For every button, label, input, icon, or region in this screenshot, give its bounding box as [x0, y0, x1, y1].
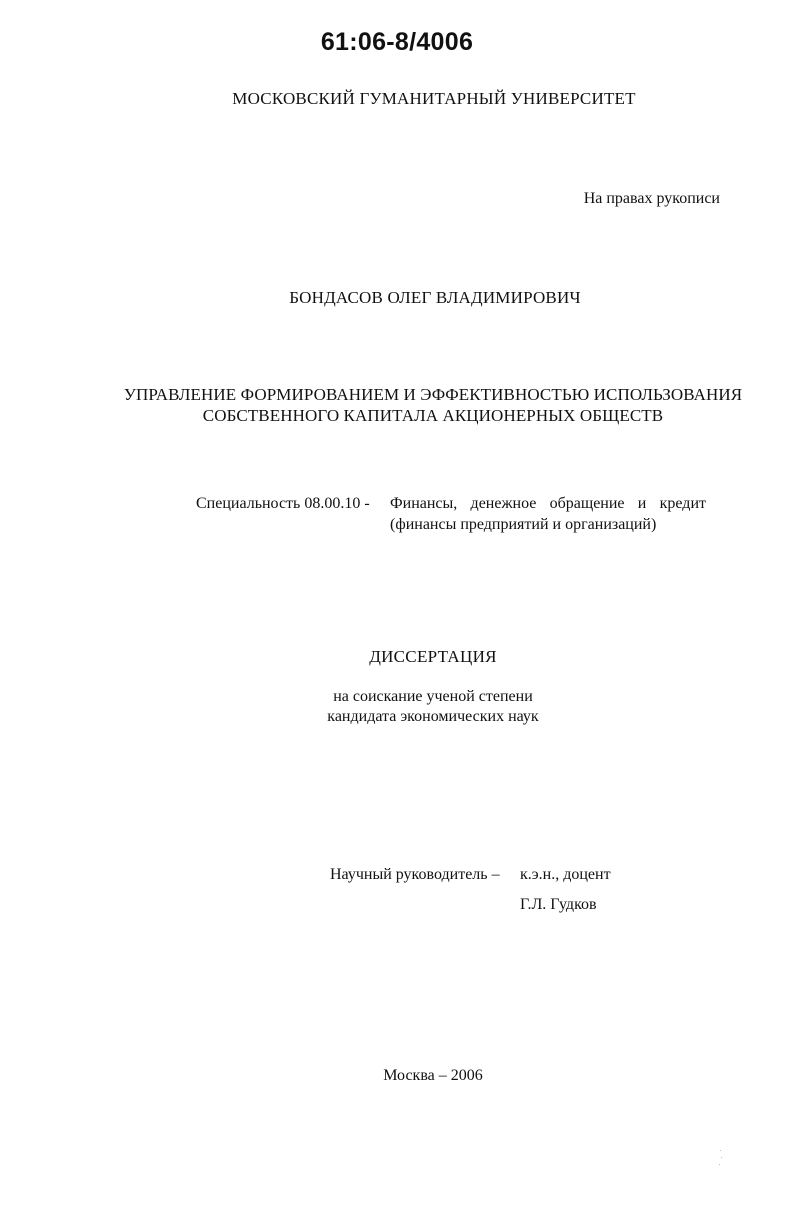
scan-speck [720, 1150, 721, 1151]
degree-line-2: кандидата экономических наук [327, 708, 539, 725]
supervisor-label: Научный руководитель – [330, 866, 500, 883]
supervisor-name: Г.Л. Гудков [520, 896, 597, 913]
supervisor-title: к.э.н., доцент [520, 866, 611, 883]
scan-speck [719, 1164, 720, 1165]
city-year: Москва – 2006 [383, 1067, 483, 1084]
specialty-subname: (финансы предприятий и организаций) [390, 516, 657, 533]
author-name: БОНДАСОВ ОЛЕГ ВЛАДИМИРОВИЧ [289, 288, 581, 307]
dissertation-title-line-2: СОБСТВЕННОГО КАПИТАЛА АКЦИОНЕРНЫХ ОБЩЕСТВ [202, 406, 664, 425]
manuscript-rights-note: На правах рукописи [583, 190, 720, 207]
specialty-code: Специальность 08.00.10 - [196, 495, 370, 512]
specialty-name: Финансы, денежное обращение и кредит [390, 495, 706, 512]
dissertation-title-line-1: УПРАВЛЕНИЕ ФОРМИРОВАНИЕМ И ЭФФЕКТИВНОСТЬЮ ИСПОЛЬЗОВАНИЯ [123, 385, 743, 404]
document-type-heading: ДИССЕРТАЦИЯ [369, 647, 497, 666]
university-name: МОСКОВСКИЙ ГУМАНИТАРНЫЙ УНИВЕРСИТЕТ [232, 89, 636, 108]
scan-speck [721, 1157, 722, 1158]
archive-stamp-number: 61:06-8/4006 [320, 28, 474, 56]
degree-line-1: на соискание ученой степени [333, 688, 533, 705]
